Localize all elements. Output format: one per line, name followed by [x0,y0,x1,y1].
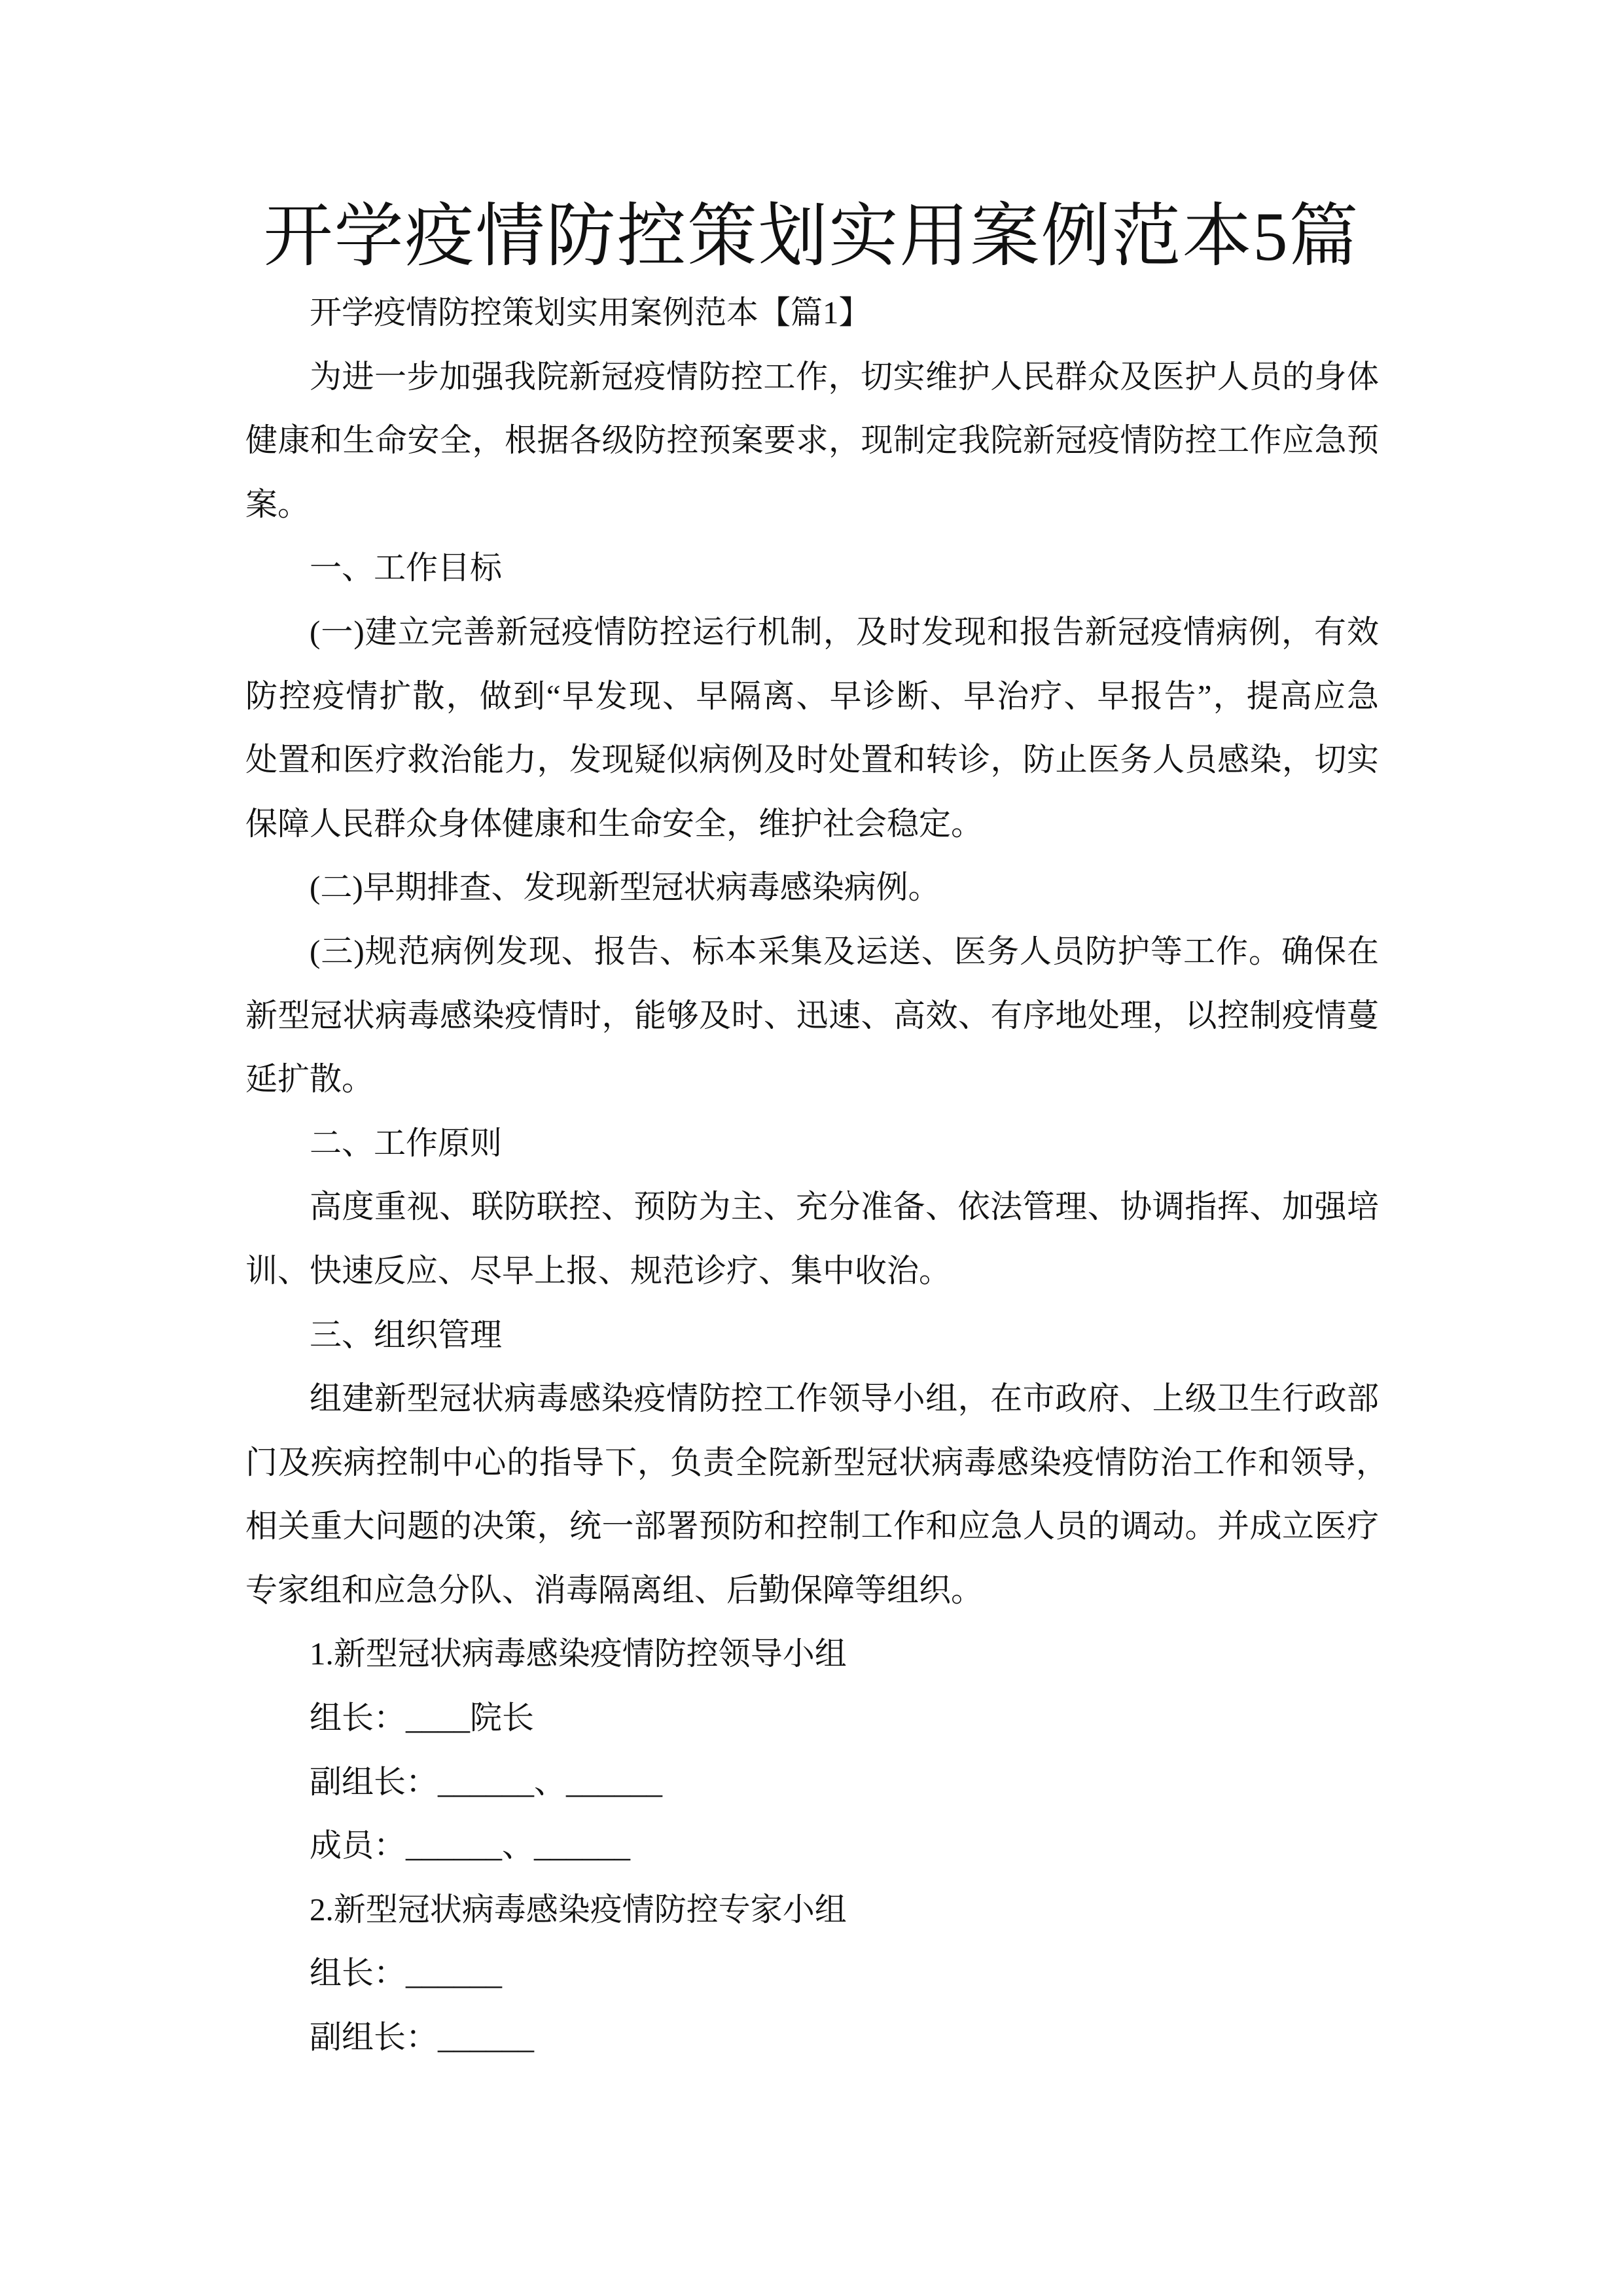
field-group-leader: 组长：____院长 [310,1700,535,1736]
list-item-leading-group: 1.新型冠状病毒感染疫情防控领导小组 [310,1636,847,1672]
list-item-expert-group: 2.新型冠状病毒感染疫情防控专家小组 [310,1891,847,1928]
paragraph-line: 案。 [245,486,310,522]
paragraph-line: 高度重视、联防联控、预防为主、充分准备、依法管理、协调指挥、加强培 [310,1189,1379,1225]
document-title: 开学疫情防控策划实用案例范本5篇 [263,198,1360,275]
paragraph-line: 为进一步加强我院新冠疫情防控工作，切实维护人民群众及医护人员的身体 [310,358,1379,395]
paragraph-line: 处置和医疗救治能力，发现疑似病例及时处置和转诊，防止医务人员感染，切实 [245,742,1379,778]
paragraph-line: 训、快速反应、尽早上报、规范诊疗、集中收治。 [245,1252,952,1289]
paragraph-line: (一)建立完善新冠疫情防控运行机制，及时发现和报告新冠疫情病例，有效 [310,613,1379,650]
document-body [245,281,1388,2070]
paragraph-line: 健康和生命安全，根据各级防控预案要求，现制定我院新冠疫情防控工作应急预 [245,422,1379,459]
heading-work-principles: 二、工作原则 [310,1124,503,1161]
paragraph-line: 专家组和应急分队、消毒隔离组、后勤保障等组织。 [245,1571,984,1608]
paragraph-line: 门及疾病控制中心的指导下，负责全院新型冠状病毒感染疫情防治工作和领导， [245,1444,1388,1480]
paragraph-line: 新型冠状病毒感染疫情时，能够及时、迅速、高效、有序地处理，以控制疫情蔓 [245,997,1379,1033]
paragraph-line: 相关重大问题的决策，统一部署预防和控制工作和应急人员的调动。并成立医疗 [245,1508,1379,1545]
paragraph-line: (二)早期排查、发现新型冠状病毒感染病例。 [310,869,940,906]
paragraph-line: (三)规范病例发现、报告、标本采集及运送、医务人员防护等工作。确保在 [310,933,1379,969]
field-members: 成员：______、______ [310,1827,631,1864]
paragraph-line: 防控疫情扩散，做到“早发现、早隔离、早诊断、早治疗、早报告”，提高应急 [245,677,1379,714]
heading-organization: 三、组织管理 [310,1316,503,1353]
field-deputy-leader: 副组长：______、______ [310,1763,663,1800]
paragraph-line: 保障人民群众身体健康和生命安全，维护社会稳定。 [245,805,984,842]
heading-work-goals: 一、工作目标 [310,550,503,586]
paragraph-line: 延扩散。 [245,1061,374,1098]
paragraph-line: 组建新型冠状病毒感染疫情防控工作领导小组，在市政府、上级卫生行政部 [310,1380,1379,1417]
field-expert-deputy-leader: 副组长：______ [310,2019,535,2056]
field-expert-leader: 组长：______ [310,1955,503,1992]
section-subtitle: 开学疫情防控策划实用案例范本【篇1】 [310,295,871,331]
